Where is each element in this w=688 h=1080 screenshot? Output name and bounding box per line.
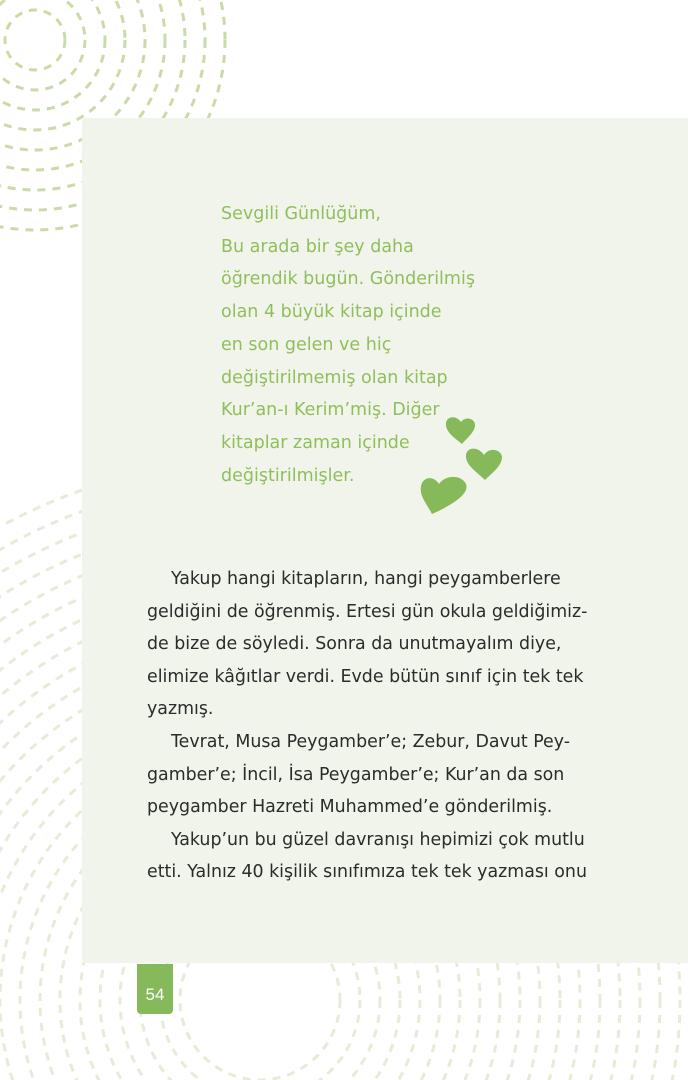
- heart-icon: [466, 449, 502, 480]
- paragraph-line: etti. Yalnız 40 kişilik sınıfımıza tek tek yazması onu: [147, 862, 587, 883]
- paragraph-line: Tevrat, Musa Peygamber’e; Zebur, Davut Pey-: [171, 731, 571, 752]
- heart-icon: [446, 417, 475, 444]
- heart-icon: [421, 477, 467, 514]
- diary-line: olan 4 büyük kitap içinde: [221, 302, 442, 323]
- paragraph-line: de bize de söyledi. Sonra da unutmayalım diye,: [147, 634, 562, 655]
- diary-line: Kur’an-ı Kerim’miş. Diğer: [221, 400, 440, 421]
- paragraph-line: peygamber Hazreti Muhammed’e gönderilmiş.: [147, 797, 553, 818]
- diary-line: en son gelen ve hiç: [221, 334, 392, 355]
- diary-line: öğrendik bugün. Gönderilmiş: [221, 269, 475, 290]
- diary-line: değiştirilmişler.: [221, 465, 355, 486]
- paragraph-line: geldiğini de öğrenmiş. Ertesi gün okula geldiğimiz-: [147, 601, 588, 622]
- paragraph-line: Yakup’un bu güzel davranışı hepimizi çok mutlu: [171, 829, 585, 850]
- paragraph-line: yazmış.: [147, 699, 214, 720]
- diary-line: kitaplar zaman içinde: [221, 432, 410, 453]
- diary-line: Bu arada bir şey daha: [221, 236, 414, 257]
- hearts-decoration: [415, 410, 515, 520]
- paragraph-line: gamber’e; İncil, İsa Peygamber’e; Kur’an da son: [147, 764, 565, 785]
- page-number: 54: [137, 964, 173, 1014]
- paragraph-line: elimize kâğıtlar verdi. Evde bütün sınıf için tek tek: [147, 666, 584, 687]
- diary-line: Sevgili Günlüğüm,: [221, 204, 381, 224]
- body-text: [147, 563, 592, 889]
- paragraph-line: Yakup hangi kitapların, hangi peygamberlere: [171, 569, 561, 589]
- diary-line: değiştirilmemiş olan kitap: [221, 367, 448, 388]
